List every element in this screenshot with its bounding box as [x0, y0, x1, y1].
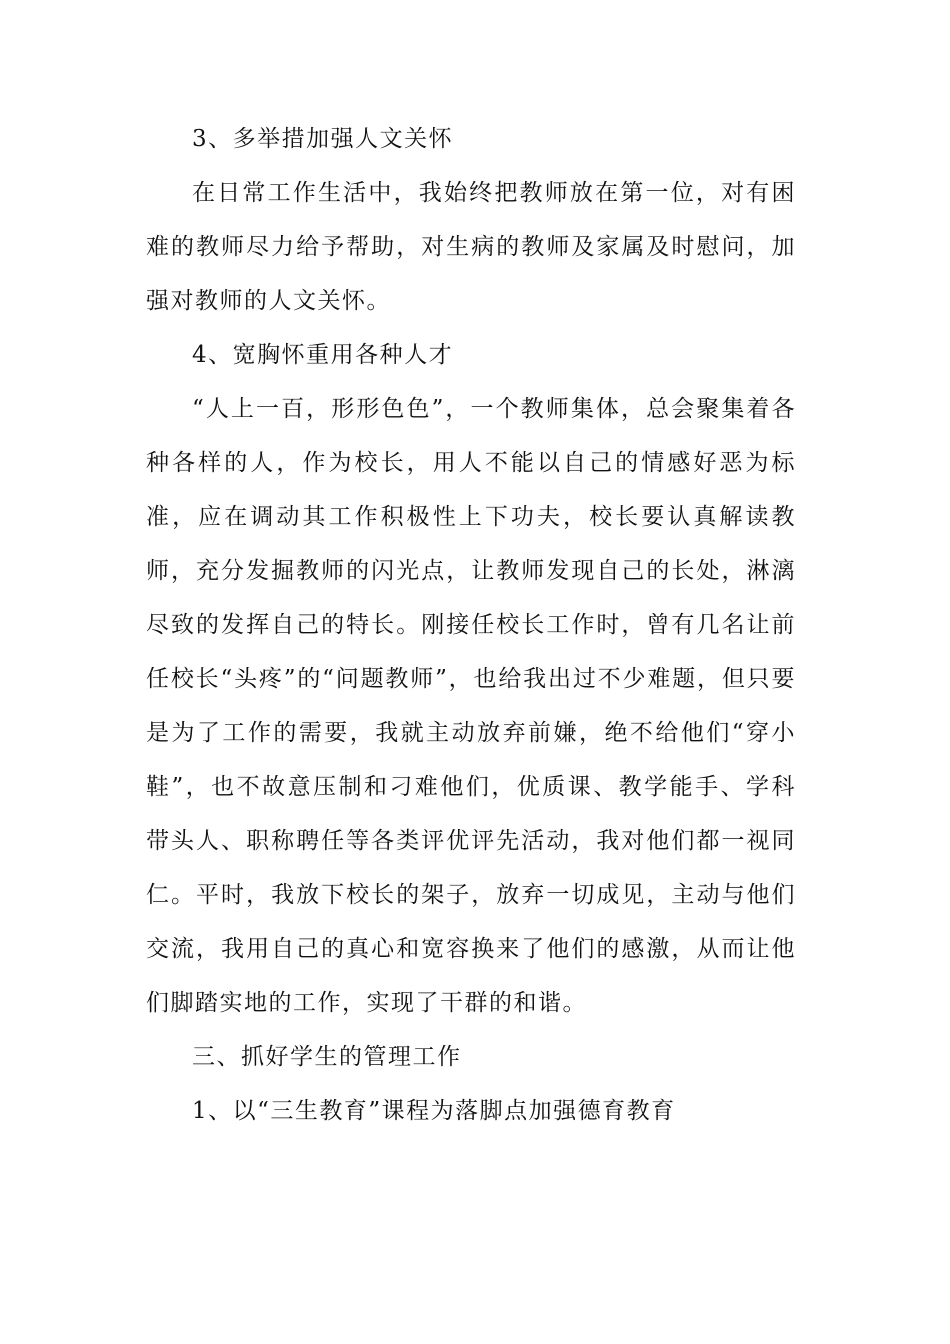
paragraph-humanistic-care: 在日常工作生活中，我始终把教师放在第一位，对有困难的教师尽力给予帮助，对生病的教师及家属及时慰问，加强对教师的人文关怀。 — [146, 180, 796, 314]
section-heading-humanistic-care: 3、多举措加强人文关怀 — [192, 126, 454, 152]
chapter-heading-student-management: 三、抓好学生的管理工作 — [192, 1044, 462, 1070]
paragraph-talent: “人上一百，形形色色”，一个教师集体，总会聚集着各种各样的人，作为校长，用人不能以自己的情感好恶为标准，应在调动其工作积极性上下功夫，校长要认真解读教师，充分发掘教师的闪光点，让教师发现自己的长处，淋漓尽致的发挥自己的特长。刚接任校长工作时，曾有几名让前任校长“头疼”的“问题教师”，也给我出过不少难题，但只要是为了工作的需要，我就主动放弃前嫌，绝不给他们“穿小鞋”，也不故意压制和刁难他们，优质课、教学能手、学科带头人、职称聘任等各类评优评先活动，我对他们都一视同仁。平时，我放下校长的架子，放弃一切成见，主动与他们交流，我用自己的真心和宽容换来了他们的感激，从而让他们脚踏实地的工作，实现了干群的和谐。 — [146, 396, 796, 1016]
document-body — [146, 112, 796, 1138]
section-heading-talent: 4、宽胸怀重用各种人才 — [192, 342, 454, 368]
section-heading-moral-education: 1、以“三生教育”课程为落脚点加强德育教育 — [192, 1098, 676, 1124]
